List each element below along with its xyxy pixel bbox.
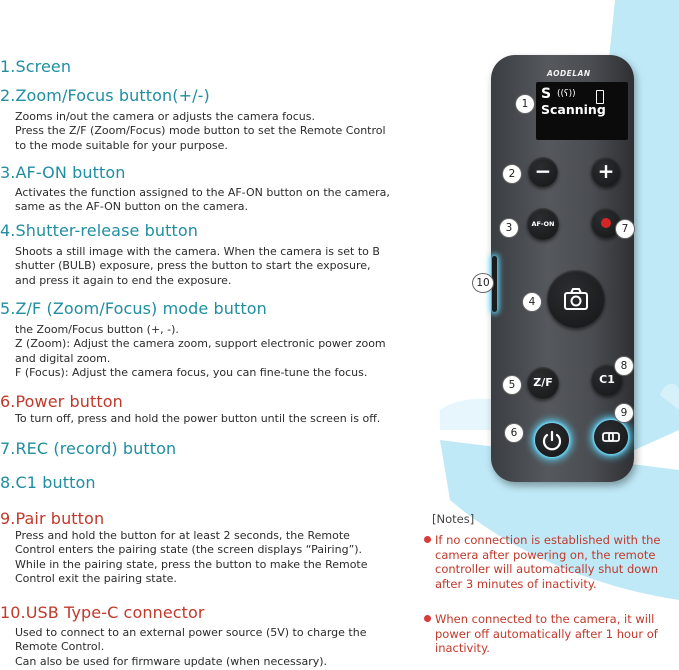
description-line: Used to connect to an external power source (5V) to charge the bbox=[15, 626, 367, 639]
description-line: shutter (BULB) exposure, press the button to start the exposure, bbox=[15, 259, 371, 273]
item-description-6 bbox=[15, 412, 380, 426]
zoom-plus-button[interactable]: + bbox=[591, 157, 621, 187]
bullet-icon bbox=[424, 536, 431, 543]
item-description-5 bbox=[15, 323, 386, 381]
callout-6: 6 bbox=[504, 423, 524, 443]
callout-3: 3 bbox=[499, 218, 519, 238]
description-line: To turn off, press and hold the power button until the screen is off. bbox=[15, 412, 381, 425]
callout-1: 1 bbox=[515, 94, 535, 114]
description-line: and digital zoom. bbox=[15, 351, 111, 365]
description-line: the Zoom/Focus button (+, -). bbox=[15, 323, 179, 336]
description-line: to the mode suitable for your purpose. bbox=[15, 138, 228, 152]
bullet-icon bbox=[424, 615, 431, 622]
description-line: Control enters the pairing state (the screen displays “Pairing”). bbox=[15, 543, 363, 557]
callout-2: 2 bbox=[502, 164, 522, 184]
description-line: While in the pairing state, press the button to make the Remote bbox=[15, 557, 368, 571]
screen-mode-letter: S bbox=[541, 86, 552, 102]
item-title-4: 4.Shutter-release button bbox=[0, 221, 199, 240]
af-on-button[interactable]: AF-ON bbox=[527, 208, 559, 240]
item-title-7: 7.REC (record) button bbox=[0, 439, 177, 458]
pair-button[interactable] bbox=[594, 420, 628, 454]
item-title-1: 1.Screen bbox=[0, 57, 72, 76]
item-title-3: 3.AF-ON button bbox=[0, 163, 126, 182]
item-description-4 bbox=[15, 245, 380, 288]
item-title-6: 6.Power button bbox=[0, 392, 123, 411]
note-auto-shutdown: If no connection is established with the camera after powering on, the remote controller will automatically shut down after 3 minutes of inactivity. bbox=[424, 533, 661, 591]
pair-icon bbox=[594, 420, 628, 454]
item-title-9: 9.Pair button bbox=[0, 509, 105, 528]
callout-7: 7 bbox=[615, 219, 635, 239]
description-line: Activates the function assigned to the AF-ON button on the camera, bbox=[15, 186, 390, 199]
item-description-10 bbox=[15, 626, 366, 669]
brand-logo: AODELAN bbox=[547, 69, 591, 78]
shutter-release-button[interactable] bbox=[547, 270, 605, 328]
item-title-5: 5.Z/F (Zoom/Focus) mode button bbox=[0, 299, 267, 318]
power-icon bbox=[535, 423, 569, 457]
item-title-10: 10.USB Type-C connector bbox=[0, 603, 205, 622]
description-line: Can also be used for firmware update (when necessary). bbox=[15, 654, 328, 668]
camera-icon bbox=[547, 270, 605, 328]
zoom-focus-mode-button[interactable]: Z/F bbox=[527, 367, 559, 399]
callout-8: 8 bbox=[614, 356, 634, 376]
screen-status-text: Scanning bbox=[541, 102, 606, 117]
notes-title: [Notes] bbox=[432, 512, 475, 526]
callout-4: 4 bbox=[522, 292, 542, 312]
signal-icon: ((ʕ)) bbox=[557, 89, 576, 99]
callout-9: 9 bbox=[614, 403, 634, 423]
description-line: F (Focus): Adjust the camera focus, you can fine-tune the focus. bbox=[15, 366, 368, 380]
description-line: Shoots a still image with the camera. When the camera is set to B bbox=[15, 245, 380, 258]
power-button[interactable] bbox=[535, 423, 569, 457]
item-description-3 bbox=[15, 186, 390, 215]
record-dot-icon bbox=[601, 218, 611, 228]
item-description-9 bbox=[15, 529, 368, 587]
description-line: Zooms in/out the camera or adjusts the camera focus. bbox=[15, 110, 315, 123]
callout-5: 5 bbox=[502, 375, 522, 395]
description-line: Control exit the pairing state. bbox=[15, 572, 177, 586]
item-title-2: 2.Zoom/Focus button(+/-) bbox=[0, 86, 210, 105]
description-line: Press the Z/F (Zoom/Focus) mode button to set the Remote Control bbox=[15, 124, 386, 138]
description-line: Z (Zoom): Adjust the camera zoom, support electronic power zoom bbox=[15, 337, 386, 351]
item-description-2 bbox=[15, 110, 386, 153]
callout-10: 10 bbox=[472, 273, 494, 293]
c1-button[interactable]: C1 bbox=[591, 364, 623, 396]
zoom-minus-button[interactable]: − bbox=[528, 157, 558, 187]
description-line: same as the AF-ON button on the camera. bbox=[15, 200, 249, 214]
description-line: Remote Control. bbox=[15, 640, 105, 654]
note-power-off: When connected to the camera, it will power off automatically after 1 hour of inactivity. bbox=[424, 612, 658, 656]
description-line: Press and hold the button for at least 2 seconds, the Remote bbox=[15, 529, 350, 542]
description-line: and press it again to end the exposure. bbox=[15, 273, 232, 287]
item-title-8: 8.C1 button bbox=[0, 473, 96, 492]
